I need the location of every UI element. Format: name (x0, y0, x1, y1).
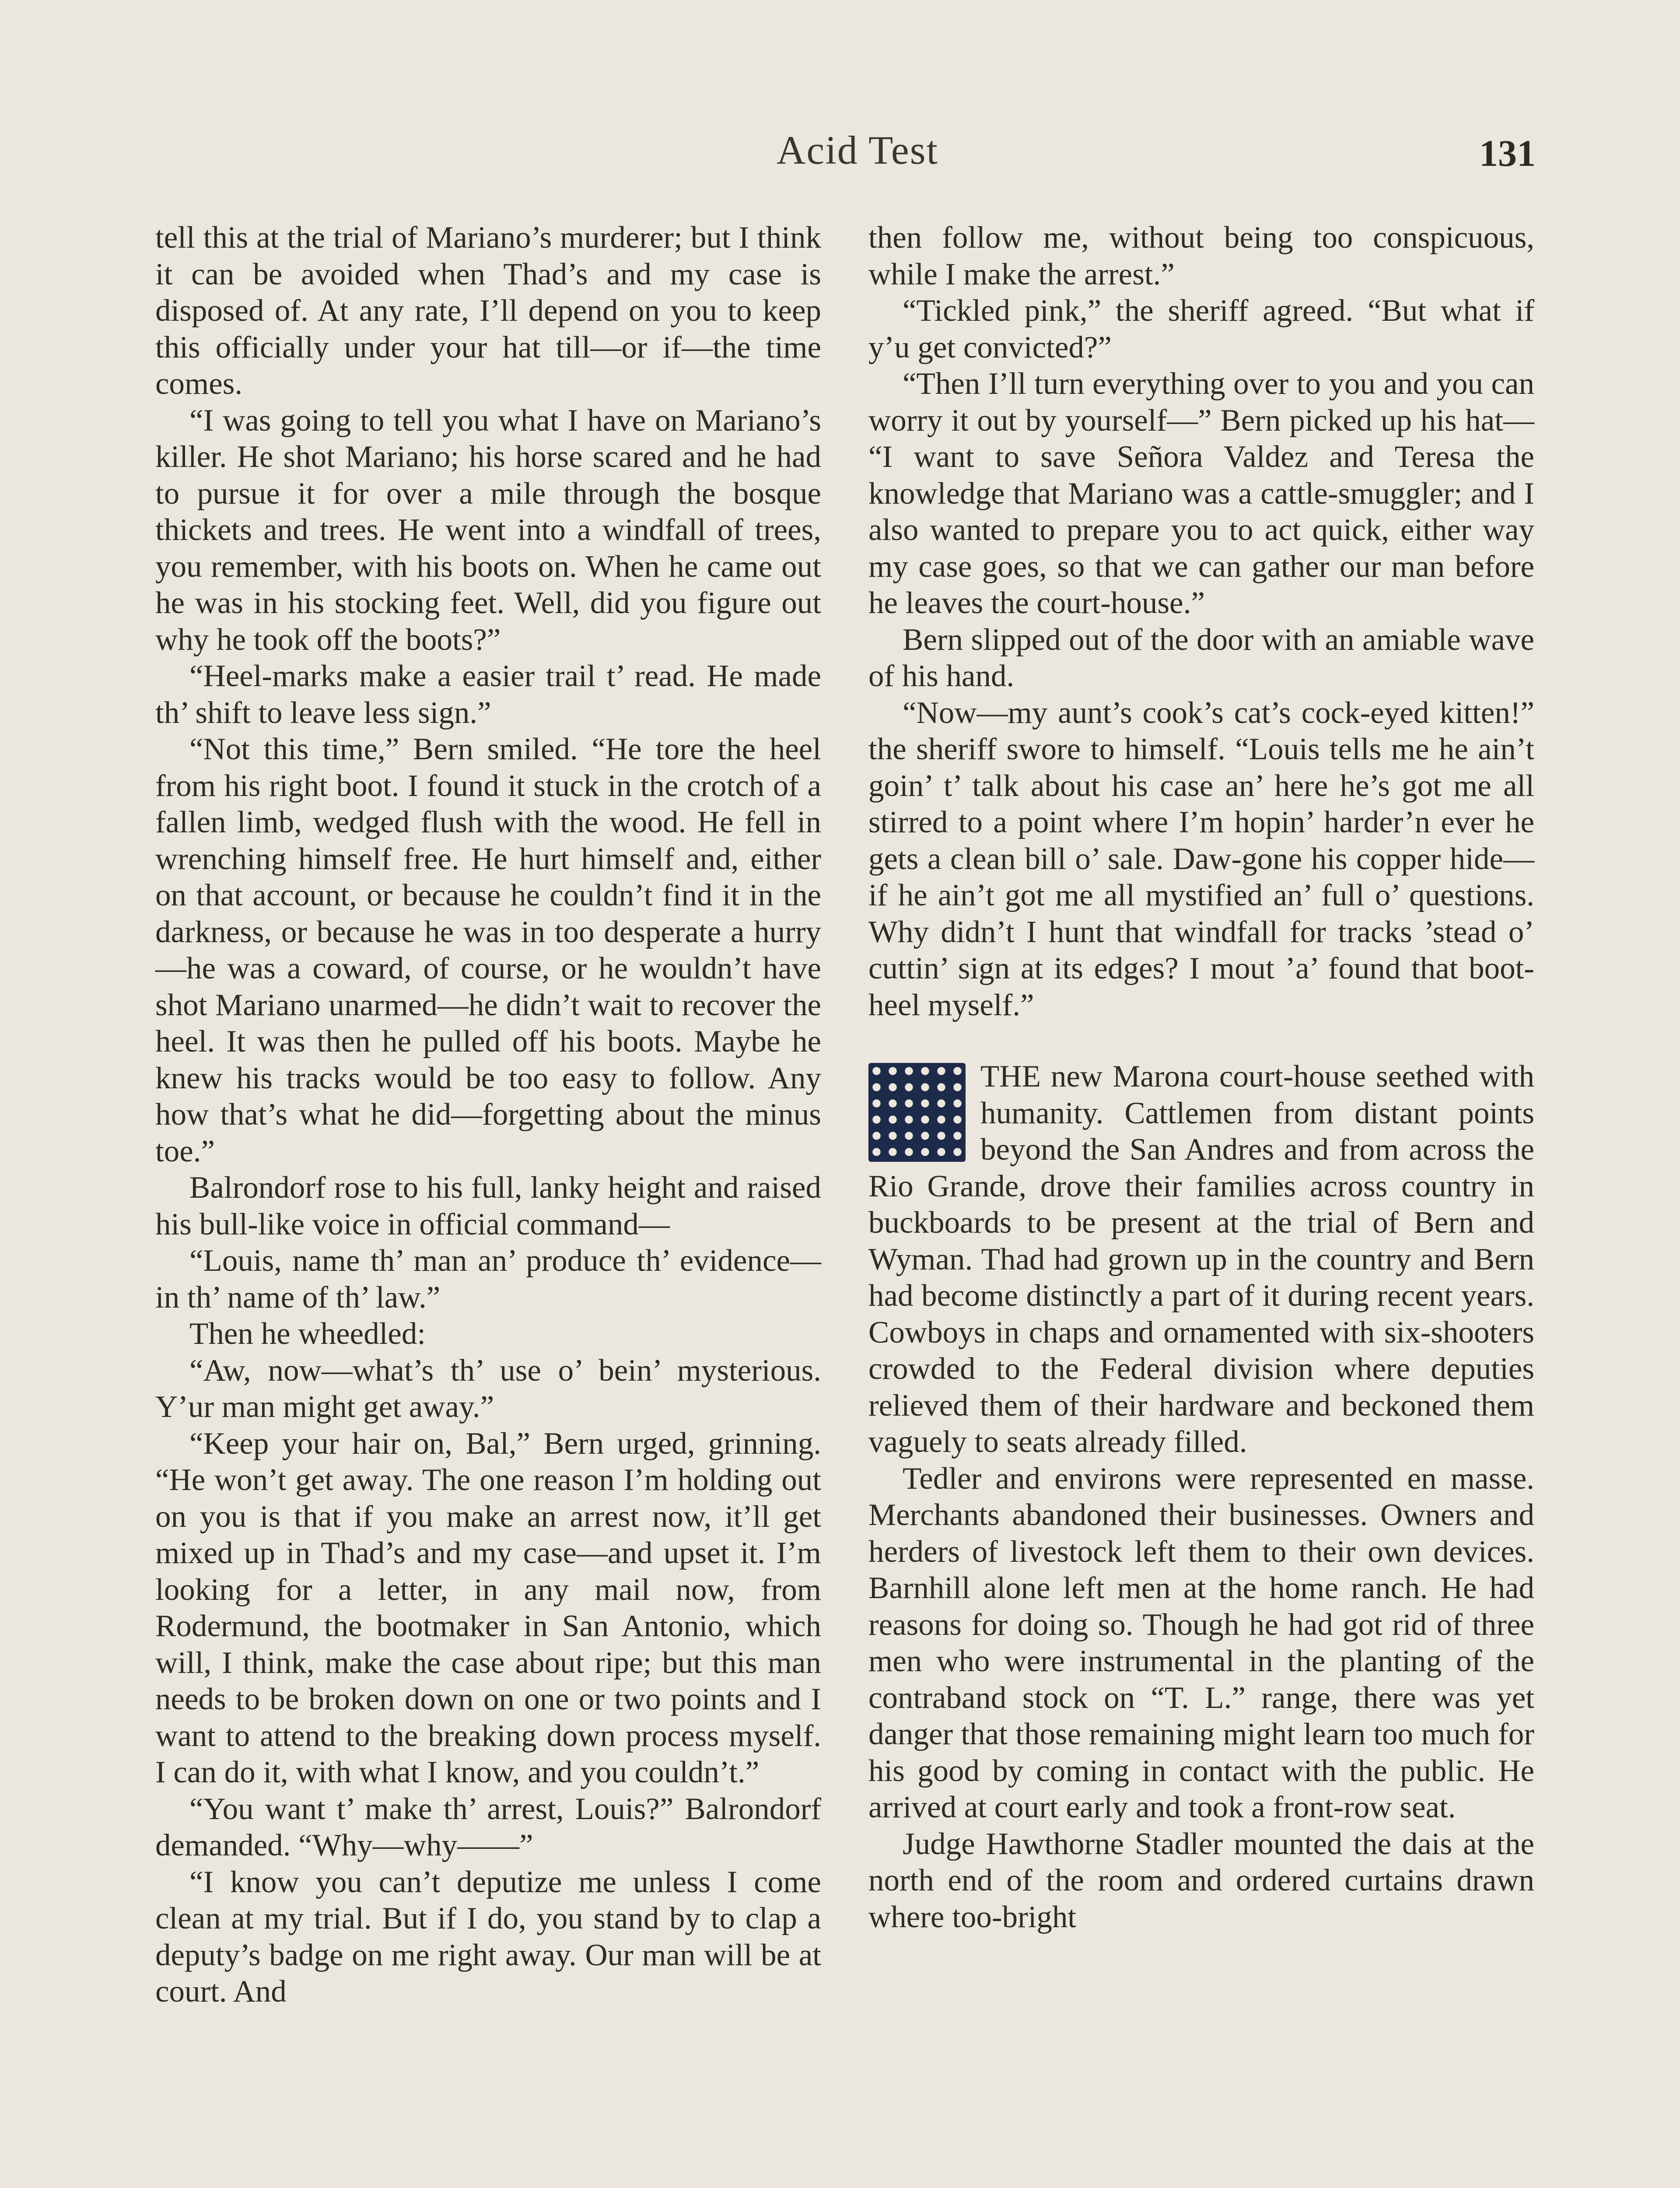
paragraph: “Then I’ll turn everything over to you and you can worry it out by yourself—” Bern picked up his hat— “I want to save Señora Valdez and Teresa the knowledge that Mariano was a cattle-smuggler; and I also wanted to prepare you to act quick, either way my case goes, so that we can gather our man before he leaves the court-house.” (868, 367, 1534, 620)
right-column (868, 220, 1534, 1936)
paragraph: Tedler and environs were represented en masse. Merchants abandoned their businesses. Owners and herders of livestock left them to their own devices. Barnhill alone left men at the home ranch. He had reasons for doing so. Though he had got rid of three men who were instrumental in the planting of the contraband stock on “T. L.” range, there was yet danger that those remaining might learn too much for his good by coming in contact with the public. He arrived at court early and took a front-row seat. (868, 1461, 1534, 1824)
paragraph: “Louis, name th’ man an’ produce th’ evidence—in th’ name of th’ law.” (155, 1244, 821, 1315)
paragraph: “I was going to tell you what I have on Mariano’s killer. He shot Mariano; his horse scared and he had to pursue it for over a mile through the bosque thickets and trees. He went into a windfall of trees, you remember, with his boots on. When he came out he was in his stocking feet. Well, did you figure out why he took off the boots?” (155, 403, 821, 657)
paragraph: then follow me, without being too conspicuous, while I make the arrest.” (868, 221, 1534, 291)
paragraph: “Tickled pink,” the sheriff agreed. “But what if y’u get convicted?” (868, 294, 1534, 365)
paragraph: Judge Hawthorne Stadler mounted the dais at the north end of the room and ordered curtains drawn where too-bright (868, 1827, 1534, 1934)
paragraph: “Aw, now—what’s th’ use o’ bein’ mysterious. Y’ur man might get away.” (155, 1353, 821, 1424)
paragraph: “Keep your hair on, Bal,” Bern urged, grinning. “He won’t get away. The one reason I’m holding out on you is that if you make an arrest now, it’ll get mixed up in Thad’s and my case—and upset it. I’m looking for a letter, in any mail now, from Rodermund, the bootmaker in San Antonio, which will, I think, make the case about ripe; but this man needs to be broken down on one or two points and I want to attend to the breaking down process myself. I can do it, with what I know, and you couldn’t.” (155, 1426, 821, 1789)
paragraph: “Now—my aunt’s cook’s cat’s cock-eyed kitten!” the sheriff swore to himself. “Louis tells me he ain’t goin’ t’ talk about his case an’ here he’s got me all stirred to a point where I’m hopin’ harder’n ever he gets a clean bill o’ sale. Daw-gone his copper hide—if he ain’t got me all mystified an’ full o’ questions. Why didn’t I hunt that windfall for tracks ’stead o’ cuttin’ sign at its edges? I mout ’a’ found that boot-heel myself.” (868, 695, 1534, 1022)
paragraph: Then he wheedled: (189, 1317, 426, 1351)
ornamental-dropcap-icon (868, 1063, 966, 1162)
page-number: 131 (1479, 132, 1536, 174)
paragraph: “I know you can’t deputize me unless I come clean at my trial. But if I do, you stand by to clap a deputy’s badge on me right away. Our man will be at court. And (155, 1865, 821, 2009)
section-break (868, 1024, 1534, 1059)
paragraph: “Not this time,” Bern smiled. “He tore the heel from his right boot. I found it stuck in the crotch of a fallen limb, wedged flush with the wood. He fell in wrenching himself free. He hurt himself and, either on that account, or because he couldn’t find it in the darkness, or because he was in too desperate a hurry—he was a coward, of course, or he wouldn’t have shot Mariano unarmed—he didn’t wait to recover the heel. It was then he pulled off his boots. Maybe he knew his tracks would be too easy to follow. Any how that’s what he did—forgetting about the minus toe.” (155, 732, 821, 1168)
paragraph: Bern slipped out of the door with an amiable wave of his hand. (868, 622, 1534, 693)
paragraph: tell this at the trial of Mariano’s murderer; but I think it can be avoided when Thad’s and my case is disposed of. At any rate, I’ll depend on you to keep this officially under your hat till—or if—the time comes. (155, 221, 821, 401)
left-column (155, 220, 821, 2010)
paragraph: “You want t’ make th’ arrest, Louis?” Balrondorf demanded. “Why—why——” (155, 1792, 821, 1862)
paragraph: “Heel-marks make a easier trail t’ read. He made th’ shift to leave less sign.” (155, 659, 821, 730)
running-title: Acid Test (776, 128, 939, 172)
paragraph: THE new Marona court-house seethed with humanity. Cattlemen from distant points beyond the San Andres and from across the Rio Grande, drove their families across country in buckboards to be present at the trial of Bern and Wyman. Thad had grown up in the country and Bern had become distinctly a part of it during recent years. Cowboys in chaps and ornamented with six-shooters crowded to the Federal division where deputies relieved them of their hardware and beckoned them vaguely to seats already filled. (868, 1059, 1534, 1459)
section-opening (868, 1059, 1534, 1461)
paragraph: Balrondorf rose to his full, lanky height and raised his bull-like voice in official command— (155, 1171, 821, 1241)
